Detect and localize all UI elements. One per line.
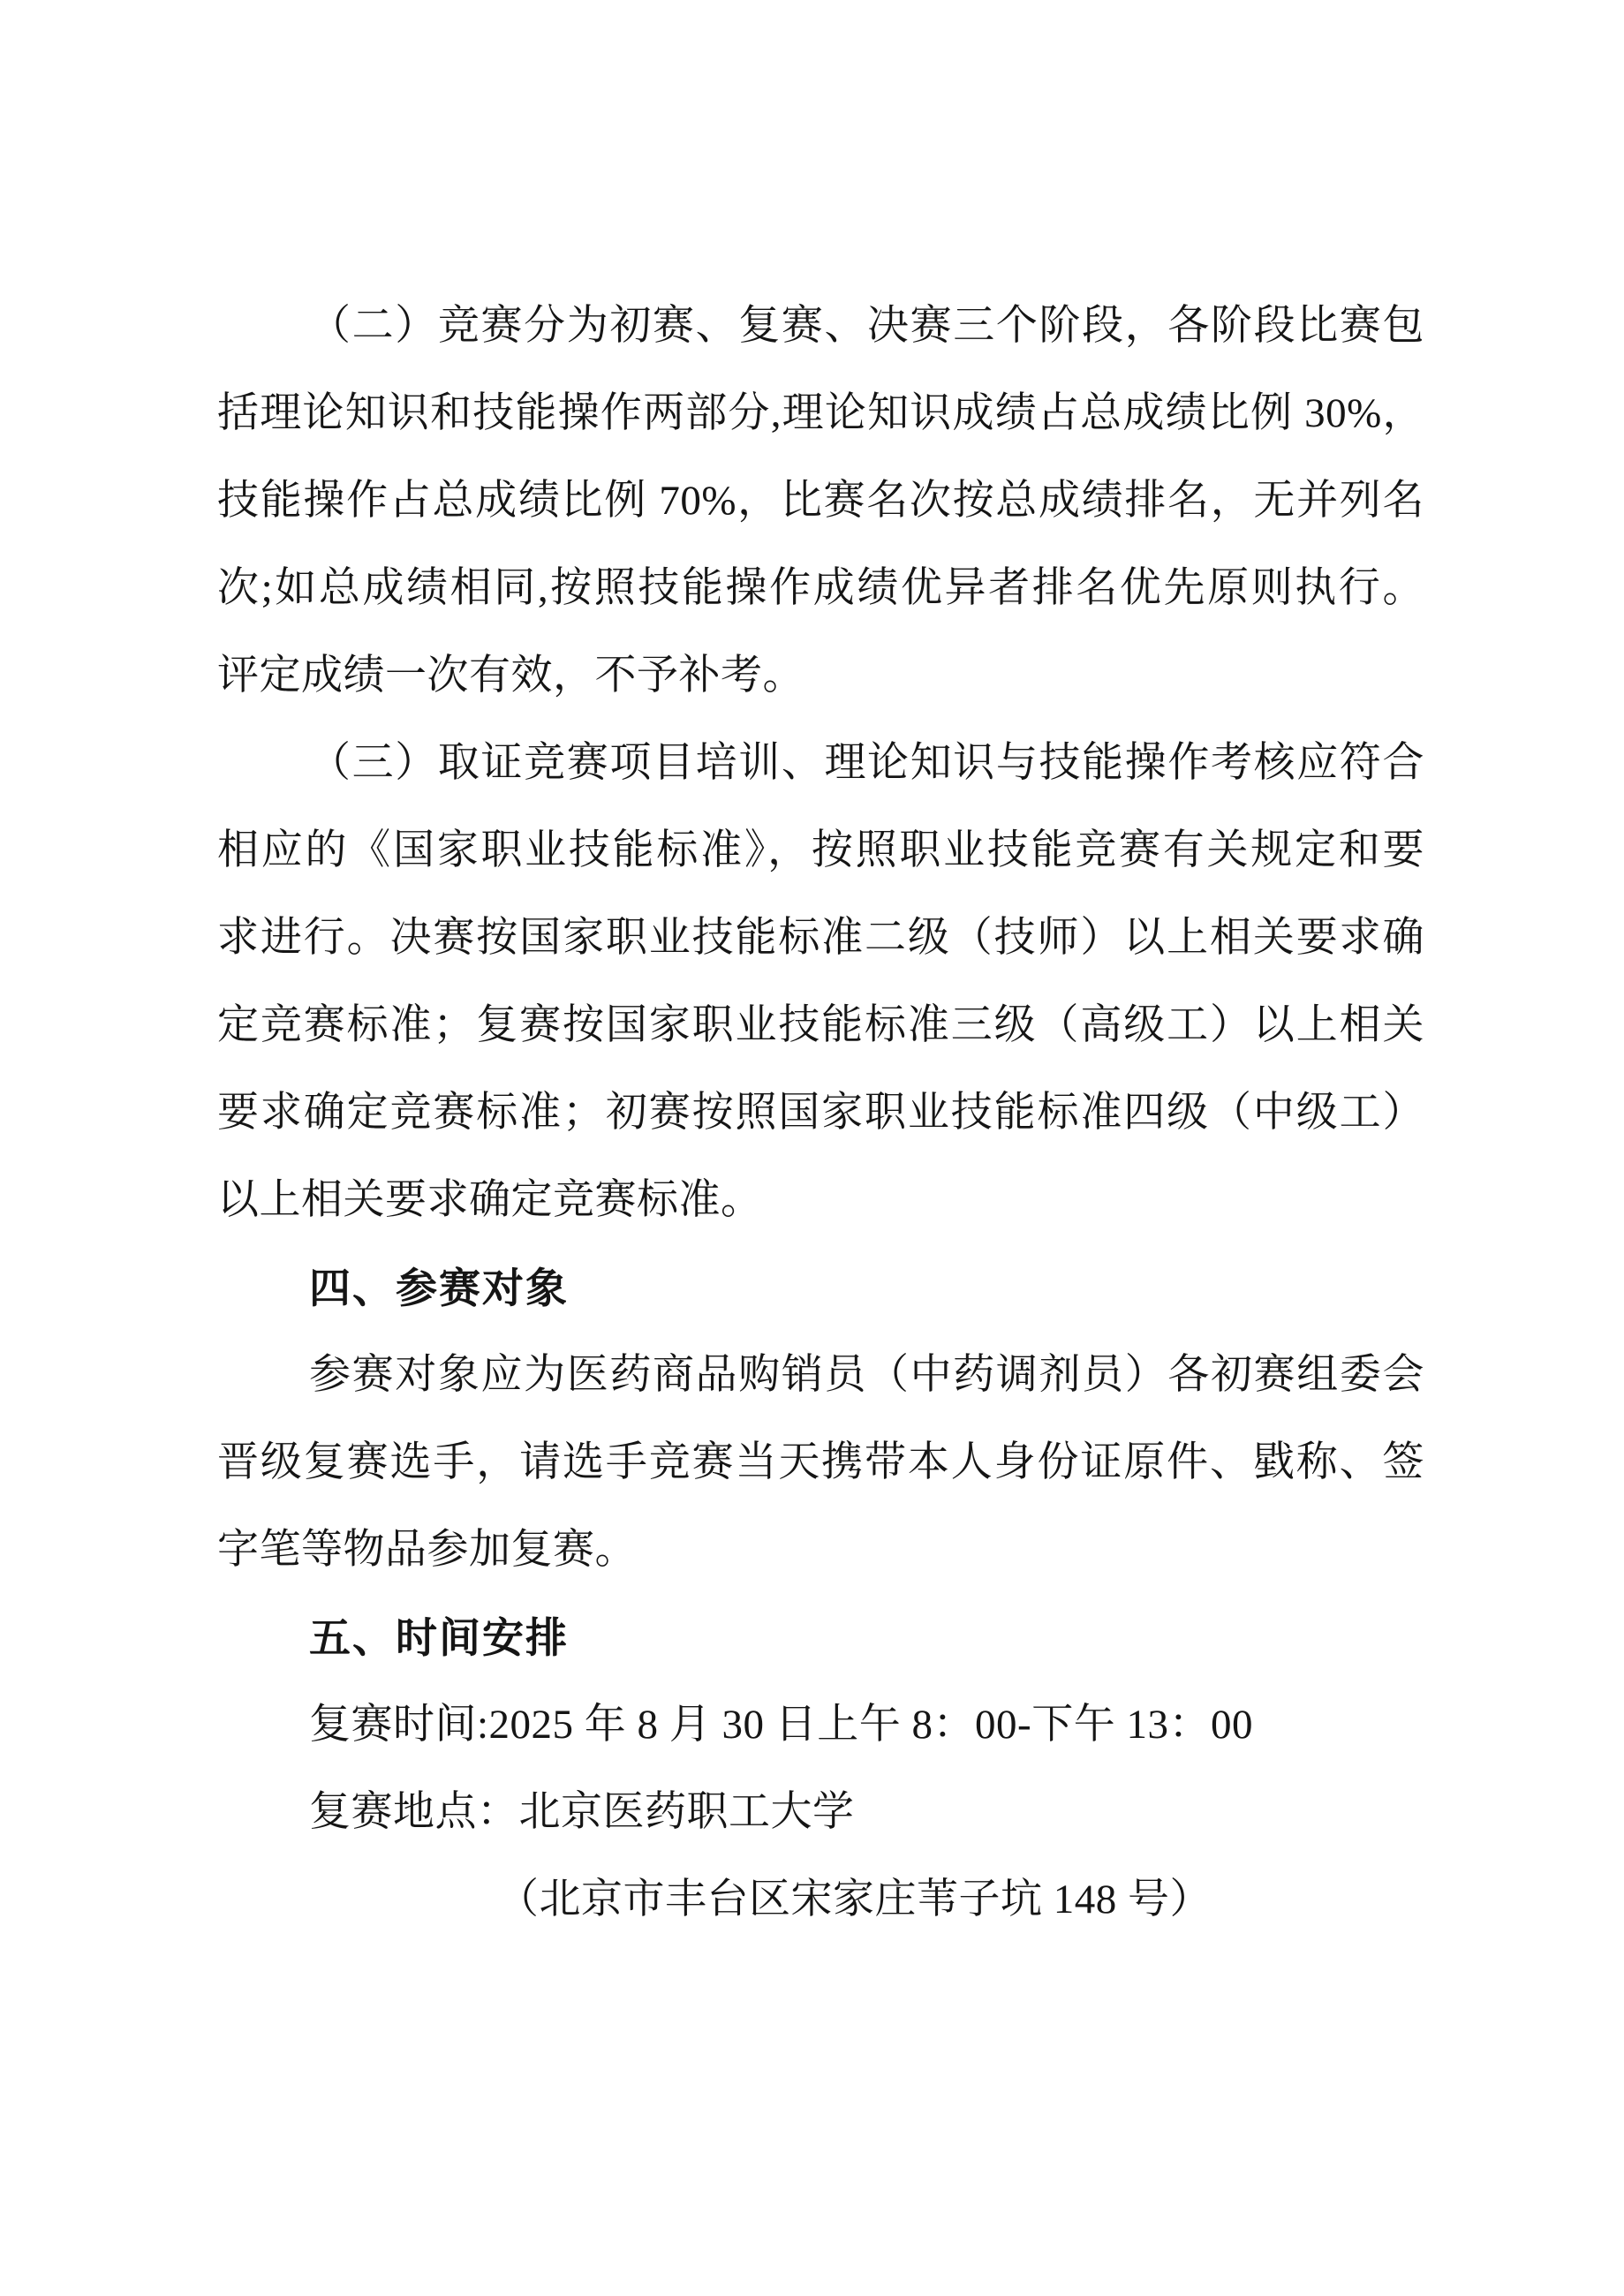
body-line: 定竞赛标准；复赛按国家职业技能标准三级（高级工）以上相关 [217, 1002, 1424, 1048]
semifinal-time-line: 复赛时间:2025 年 8 月 30 日上午 8：00-下午 13：00 [309, 1702, 1253, 1748]
body-line: 技能操作占总成绩比例 70%，比赛名次按总成绩排名，无并列名 [217, 478, 1424, 524]
body-line: （三）取证竞赛项目培训、理论知识与技能操作考核应符合 [309, 740, 1424, 786]
body-line: 要求确定竞赛标准；初赛按照国家职业技能标准四级（中级工） [217, 1090, 1424, 1136]
heading-section-4-participants: 四、参赛对象 [309, 1265, 569, 1311]
heading-section-5-schedule: 五、时间安排 [309, 1614, 569, 1661]
body-line: 晋级复赛选手，请选手竞赛当天携带本人身份证原件、戥称、签 [217, 1439, 1424, 1485]
semifinal-address-line: （北京市丰台区宋家庄苇子坑 148 号） [497, 1877, 1212, 1922]
body-line: 括理论知识和技能操作两部分,理论知识成绩占总成绩比例 30%， [217, 390, 1424, 436]
body-line: 次;如总成绩相同,按照技能操作成绩优异者排名优先原则执行。 [217, 565, 1424, 611]
body-line: 相应的《国家职业技能标准》，按照职业技能竞赛有关规定和要 [217, 827, 1424, 873]
body-line: 求进行。决赛按国家职业技能标准二级（技师）以上相关要求确 [217, 915, 1424, 961]
body-line: （二）竞赛分为初赛、复赛、决赛三个阶段，各阶段比赛包 [309, 303, 1424, 349]
body-line: 字笔等物品参加复赛。 [217, 1527, 637, 1573]
body-line: 评定成绩一次有效，不予补考。 [217, 653, 804, 699]
semifinal-location-line: 复赛地点：北京医药职工大学 [309, 1789, 855, 1835]
body-line: 参赛对象应为医药商品购销员（中药调剂员）各初赛组委会 [309, 1352, 1424, 1398]
document-text-block [217, 283, 1424, 1944]
body-line: 以上相关要求确定竞赛标准。 [217, 1177, 763, 1223]
